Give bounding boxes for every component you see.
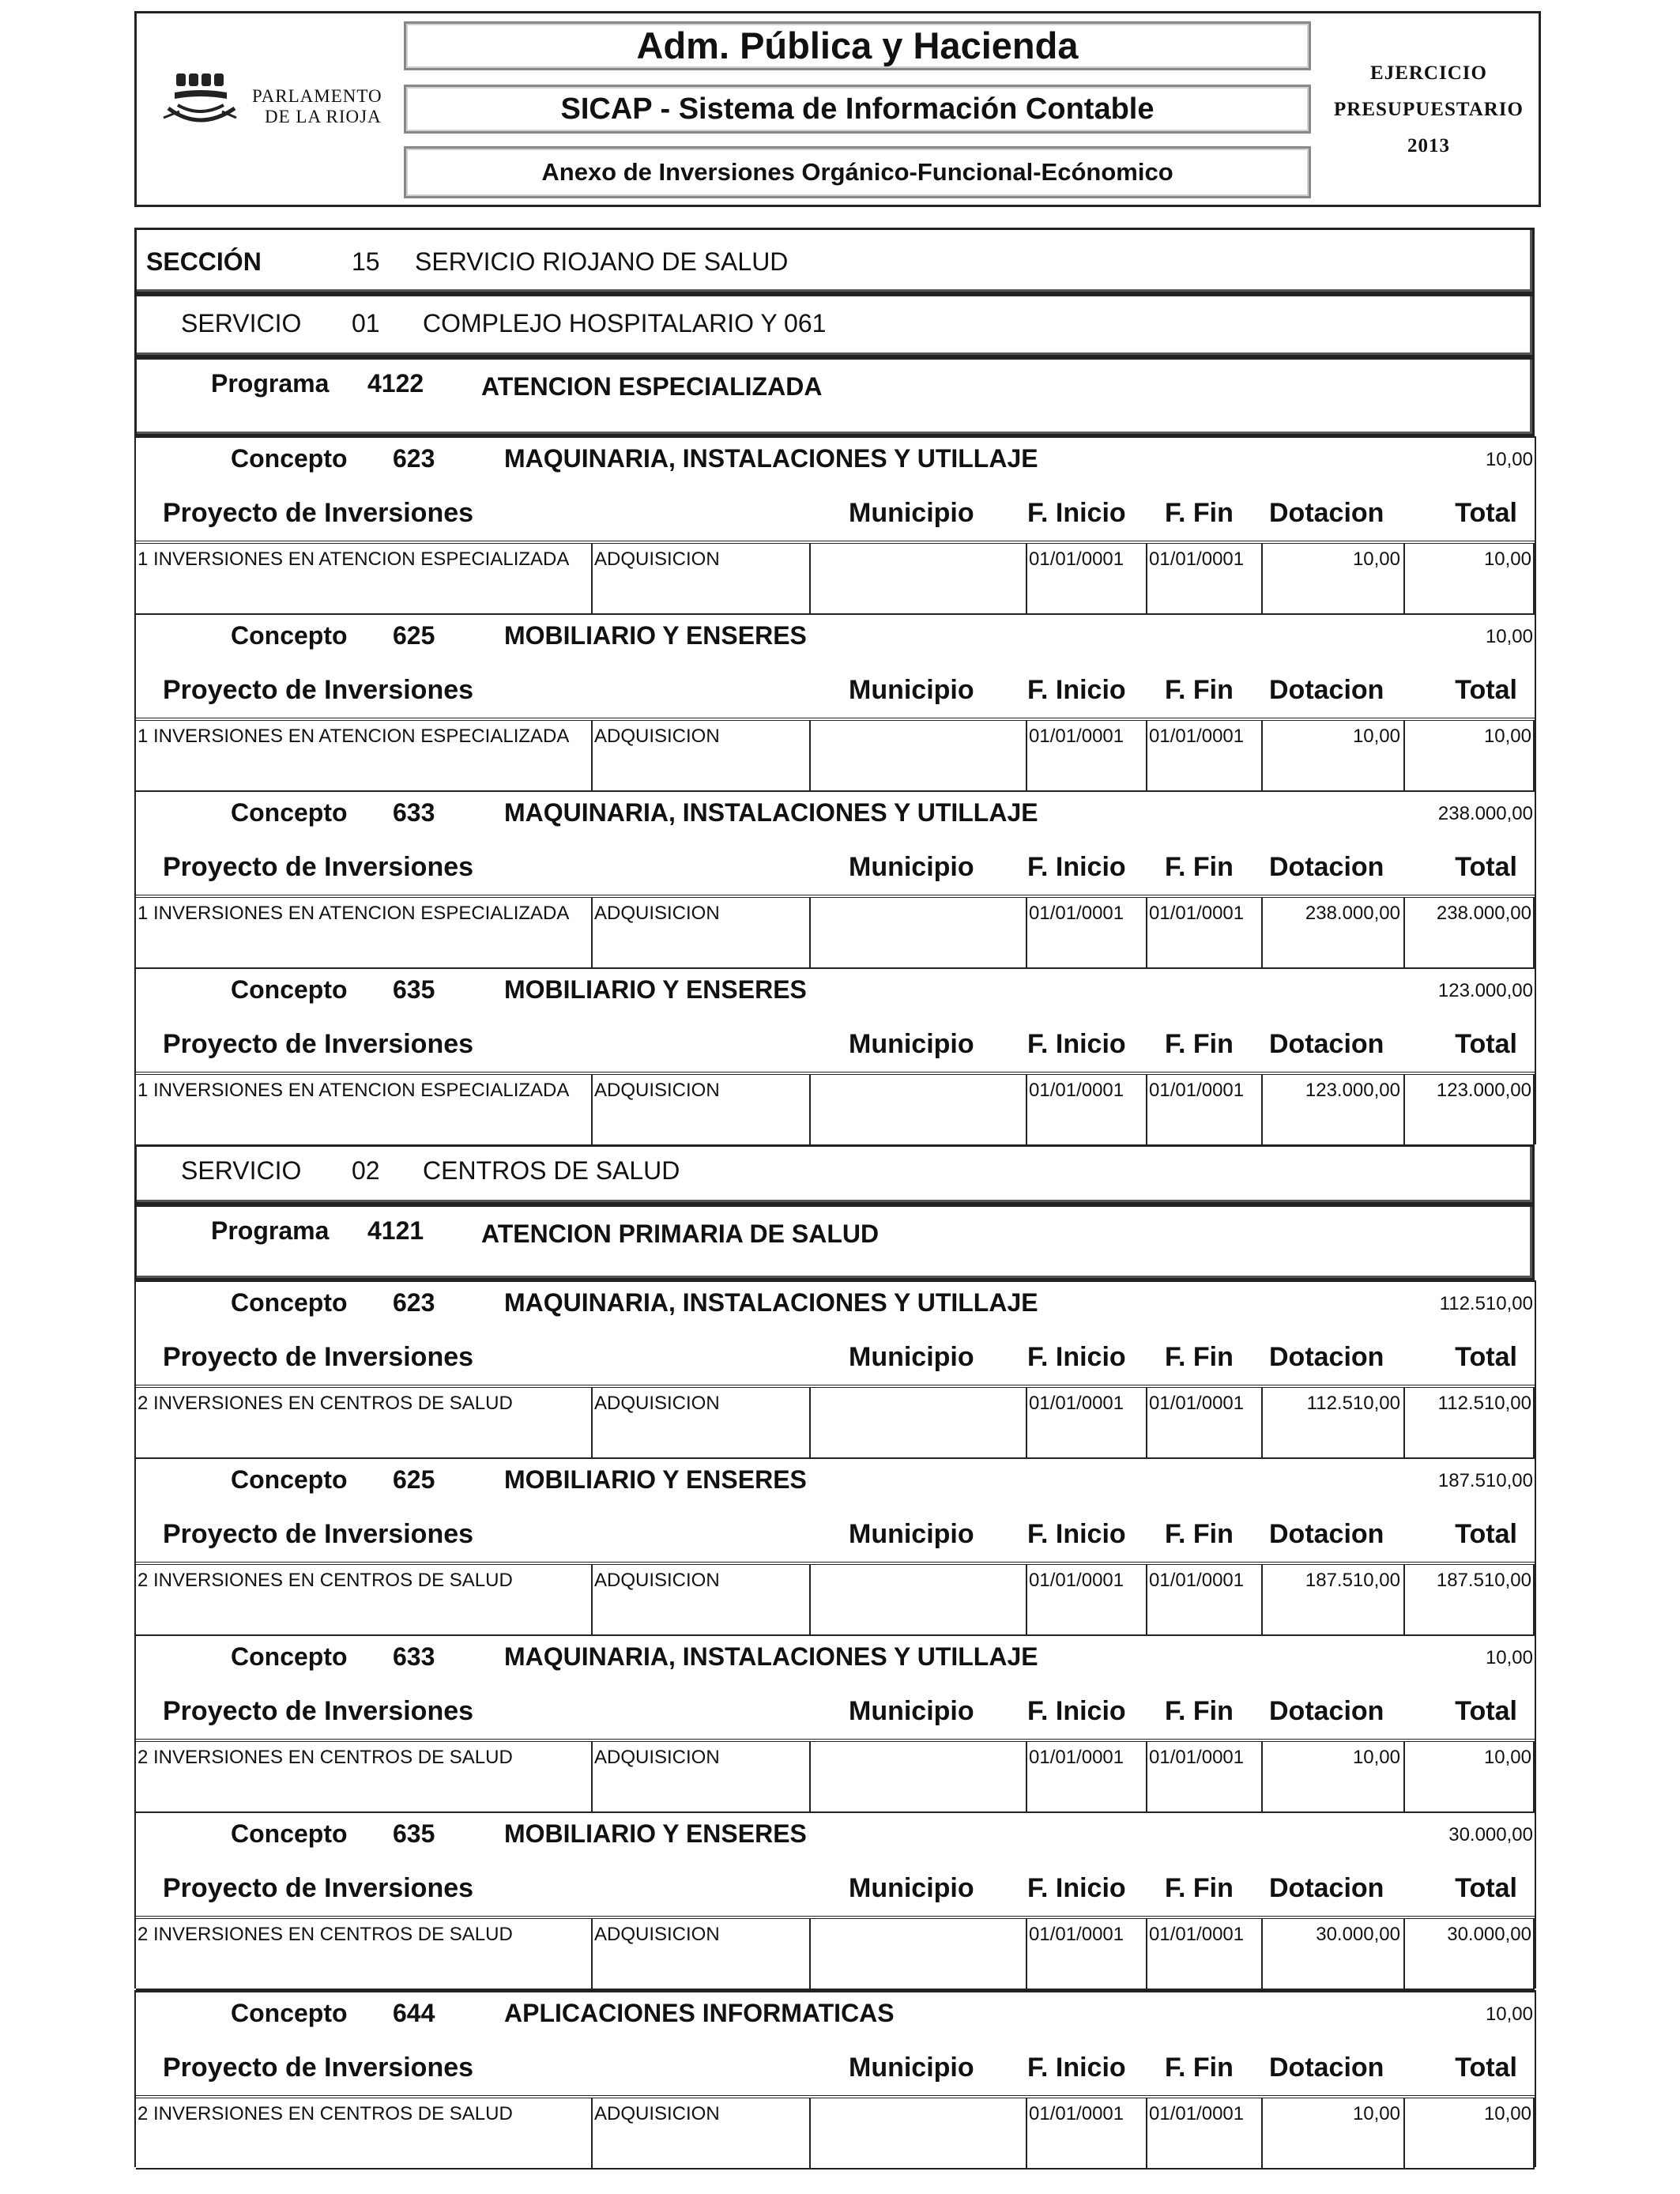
type-cell: ADQUISICION: [591, 1565, 809, 1636]
total-cell: 10,00: [1403, 2098, 1535, 2169]
project-cell: 2 INVERSIONES EN CENTROS DE SALUD: [137, 1924, 513, 1945]
start-date-cell: 01/01/0001: [1026, 1075, 1146, 1146]
table-row: [136, 718, 1535, 792]
program-label: Programa: [211, 369, 330, 398]
service-bar: [134, 1144, 1535, 1204]
fiscal-year: 2013: [1407, 135, 1450, 156]
municipality-cell: [809, 1075, 1026, 1146]
concept-block: [134, 967, 1536, 1144]
concept-header: [136, 969, 1535, 1072]
parliament-logo: [153, 69, 390, 156]
col-header-total: Total: [1455, 498, 1517, 528]
dotacion-cell: 10,00: [1261, 1742, 1403, 1813]
section-name: SERVICIO RIOJANO DE SALUD: [415, 247, 789, 276]
col-header-project: Proyecto de Inversiones: [163, 1873, 474, 1903]
service-code: 02: [352, 1156, 380, 1185]
concept-name: MAQUINARIA, INSTALACIONES Y UTILLAJE: [504, 798, 1038, 827]
concept-block: [134, 1811, 1536, 1989]
concept-name: MAQUINARIA, INSTALACIONES Y UTILLAJE: [504, 1288, 1038, 1317]
start-date-cell: 01/01/0001: [1026, 1742, 1146, 1813]
dotacion-cell: 238.000,00: [1261, 898, 1403, 969]
concept-block: [134, 436, 1536, 613]
start-date-cell: 01/01/0001: [1026, 1388, 1146, 1459]
end-date-cell: 01/01/0001: [1146, 721, 1261, 792]
service-code: 01: [352, 309, 380, 337]
municipality-cell: [809, 1742, 1026, 1813]
col-header-start: F. Inicio: [1027, 852, 1126, 882]
col-header-total: Total: [1455, 1342, 1517, 1372]
section-label: SECCIÓN: [146, 247, 262, 276]
col-header-dotacion: Dotacion: [1269, 1519, 1384, 1549]
col-header-end: F. Fin: [1165, 1342, 1234, 1372]
concept-header: [136, 438, 1535, 541]
col-header-end: F. Fin: [1165, 1873, 1234, 1903]
table-row: [136, 1916, 1535, 1990]
concept-code: 635: [393, 975, 435, 1004]
table-row: [136, 895, 1535, 969]
logo-text-line2: DE LA RIOJA: [265, 107, 382, 126]
project-cell: 2 INVERSIONES EN CENTROS DE SALUD: [137, 1570, 513, 1591]
col-header-dotacion: Dotacion: [1269, 498, 1384, 528]
concept-header: [136, 1992, 1535, 2095]
col-header-project: Proyecto de Inversiones: [163, 498, 474, 528]
type-cell: ADQUISICION: [591, 898, 809, 969]
col-header-start: F. Inicio: [1027, 1696, 1126, 1726]
type-cell: ADQUISICION: [591, 2098, 809, 2169]
col-header-dotacion: Dotacion: [1269, 675, 1384, 705]
concept-name: MOBILIARIO Y ENSERES: [504, 1819, 807, 1848]
program-bar: [134, 357, 1535, 436]
project-cell: 1 INVERSIONES EN ATENCION ESPECIALIZADA: [137, 1080, 570, 1101]
col-header-end: F. Fin: [1165, 675, 1234, 705]
end-date-cell: 01/01/0001: [1146, 898, 1261, 969]
municipality-cell: [809, 1565, 1026, 1636]
col-header-municipality: Municipio: [849, 675, 974, 705]
col-header-municipality: Municipio: [849, 1873, 974, 1903]
col-header-start: F. Inicio: [1027, 1029, 1126, 1059]
col-header-start: F. Inicio: [1027, 1519, 1126, 1549]
total-cell: 187.510,00: [1403, 1565, 1535, 1636]
dotacion-cell: 30.000,00: [1261, 1919, 1403, 1990]
type-cell: ADQUISICION: [591, 544, 809, 615]
municipality-cell: [809, 1919, 1026, 1990]
project-cell: 2 INVERSIONES EN CENTROS DE SALUD: [137, 2103, 513, 2124]
total-cell: 238.000,00: [1403, 898, 1535, 969]
program-code: 4121: [367, 1216, 424, 1245]
municipality-cell: [809, 544, 1026, 615]
concept-block: [134, 613, 1536, 790]
municipality-cell: [809, 898, 1026, 969]
report-annex-title: Anexo de Inversiones Orgánico-Funcional-Ecónomico: [404, 146, 1311, 198]
dotacion-cell: 187.510,00: [1261, 1565, 1403, 1636]
col-header-dotacion: Dotacion: [1269, 1696, 1384, 1726]
col-header-project: Proyecto de Inversiones: [163, 1342, 474, 1372]
concept-code: 635: [393, 1819, 435, 1848]
col-header-dotacion: Dotacion: [1269, 1029, 1384, 1059]
col-header-end: F. Fin: [1165, 1519, 1234, 1549]
col-header-municipality: Municipio: [849, 852, 974, 882]
total-cell: 10,00: [1403, 1742, 1535, 1813]
service-bar: [134, 294, 1535, 357]
concept-code: 625: [393, 621, 435, 650]
col-header-municipality: Municipio: [849, 1029, 974, 1059]
col-header-total: Total: [1455, 1029, 1517, 1059]
concept-total: 123.000,00: [1437, 980, 1533, 1001]
col-header-dotacion: Dotacion: [1269, 2053, 1384, 2083]
col-header-start: F. Inicio: [1027, 1873, 1126, 1903]
start-date-cell: 01/01/0001: [1026, 898, 1146, 969]
concept-label: Concepto: [231, 975, 348, 1004]
program-code: 4122: [367, 369, 424, 398]
report-subtitle: SICAP - Sistema de Información Contable: [404, 85, 1311, 134]
end-date-cell: 01/01/0001: [1146, 1565, 1261, 1636]
col-header-total: Total: [1455, 1696, 1517, 1726]
concept-header: [136, 615, 1535, 718]
concept-header: [136, 1282, 1535, 1385]
concept-header: [136, 1813, 1535, 1916]
col-header-total: Total: [1455, 852, 1517, 882]
col-header-dotacion: Dotacion: [1269, 1873, 1384, 1903]
start-date-cell: 01/01/0001: [1026, 1919, 1146, 1990]
table-row: [136, 1562, 1535, 1636]
concept-name: APLICACIONES INFORMATICAS: [504, 1999, 895, 2027]
parliament-emblem-icon: [160, 69, 247, 145]
concept-name: MOBILIARIO Y ENSERES: [504, 621, 807, 650]
concept-name: MAQUINARIA, INSTALACIONES Y UTILLAJE: [504, 1642, 1038, 1671]
total-cell: 112.510,00: [1403, 1388, 1535, 1459]
project-cell: 2 INVERSIONES EN CENTROS DE SALUD: [137, 1393, 513, 1414]
dotacion-cell: 10,00: [1261, 721, 1403, 792]
dotacion-cell: 123.000,00: [1261, 1075, 1403, 1146]
col-header-end: F. Fin: [1165, 498, 1234, 528]
end-date-cell: 01/01/0001: [1146, 1742, 1261, 1813]
project-cell: 1 INVERSIONES EN ATENCION ESPECIALIZADA: [137, 903, 570, 924]
concept-header: [136, 1636, 1535, 1739]
program-name: ATENCION ESPECIALIZADA: [481, 372, 823, 401]
concept-total: 238.000,00: [1437, 803, 1533, 824]
col-header-end: F. Fin: [1165, 852, 1234, 882]
concept-block: [134, 790, 1536, 967]
col-header-project: Proyecto de Inversiones: [163, 852, 474, 882]
concept-total: 10,00: [1485, 2004, 1533, 2025]
col-header-total: Total: [1455, 1519, 1517, 1549]
concept-total: 10,00: [1485, 1647, 1533, 1668]
concept-block: [134, 1990, 1536, 2167]
dotacion-cell: 112.510,00: [1261, 1388, 1403, 1459]
col-header-project: Proyecto de Inversiones: [163, 1029, 474, 1059]
start-date-cell: 01/01/0001: [1026, 1565, 1146, 1636]
type-cell: ADQUISICION: [591, 1075, 809, 1146]
concept-total: 30.000,00: [1448, 1824, 1533, 1845]
end-date-cell: 01/01/0001: [1146, 2098, 1261, 2169]
col-header-end: F. Fin: [1165, 1696, 1234, 1726]
concept-total: 112.510,00: [1439, 1293, 1533, 1314]
section-bar: [134, 228, 1535, 294]
municipality-cell: [809, 1388, 1026, 1459]
table-row: [136, 1739, 1535, 1813]
end-date-cell: 01/01/0001: [1146, 1075, 1261, 1146]
concept-label: Concepto: [231, 798, 348, 827]
service-label: SERVICIO: [181, 309, 302, 337]
end-date-cell: 01/01/0001: [1146, 1919, 1261, 1990]
budget-label: PRESUPUESTARIO: [1334, 99, 1524, 120]
col-header-total: Total: [1455, 675, 1517, 705]
concept-code: 625: [393, 1465, 435, 1494]
service-name: CENTROS DE SALUD: [423, 1156, 680, 1185]
col-header-dotacion: Dotacion: [1269, 852, 1384, 882]
program-bar: [134, 1204, 1535, 1280]
total-cell: 10,00: [1403, 544, 1535, 615]
col-header-project: Proyecto de Inversiones: [163, 1519, 474, 1549]
concept-label: Concepto: [231, 621, 348, 650]
municipality-cell: [809, 721, 1026, 792]
col-header-start: F. Inicio: [1027, 498, 1126, 528]
total-cell: 30.000,00: [1403, 1919, 1535, 1990]
program-name: ATENCION PRIMARIA DE SALUD: [481, 1220, 880, 1248]
concept-block: [134, 1457, 1536, 1634]
col-header-municipality: Municipio: [849, 2053, 974, 2083]
concept-total: 10,00: [1485, 626, 1533, 647]
report-title: Adm. Pública y Hacienda: [404, 21, 1311, 70]
col-header-start: F. Inicio: [1027, 675, 1126, 705]
service-label: SERVICIO: [181, 1156, 302, 1185]
exercise-label: EJERCICIO: [1370, 62, 1487, 84]
col-header-total: Total: [1455, 2053, 1517, 2083]
project-cell: 1 INVERSIONES EN ATENCION ESPECIALIZADA: [137, 548, 570, 570]
concept-total: 10,00: [1485, 449, 1533, 470]
col-header-municipality: Municipio: [849, 498, 974, 528]
col-header-dotacion: Dotacion: [1269, 1342, 1384, 1372]
project-cell: 2 INVERSIONES EN CENTROS DE SALUD: [137, 1747, 513, 1768]
concept-name: MAQUINARIA, INSTALACIONES Y UTILLAJE: [504, 444, 1038, 473]
concept-label: Concepto: [231, 1288, 348, 1317]
concept-label: Concepto: [231, 1999, 348, 2027]
concept-code: 623: [393, 1288, 435, 1317]
concept-label: Concepto: [231, 1819, 348, 1848]
col-header-end: F. Fin: [1165, 1029, 1234, 1059]
start-date-cell: 01/01/0001: [1026, 544, 1146, 615]
col-header-total: Total: [1455, 1873, 1517, 1903]
report-header: [134, 11, 1541, 207]
table-row: [136, 1072, 1535, 1146]
concept-label: Concepto: [231, 1465, 348, 1494]
concept-label: Concepto: [231, 444, 348, 473]
col-header-project: Proyecto de Inversiones: [163, 1696, 474, 1726]
concept-code: 623: [393, 444, 435, 473]
col-header-start: F. Inicio: [1027, 2053, 1126, 2083]
start-date-cell: 01/01/0001: [1026, 721, 1146, 792]
concept-total: 187.510,00: [1437, 1470, 1533, 1491]
concept-name: MOBILIARIO Y ENSERES: [504, 1465, 807, 1494]
total-cell: 123.000,00: [1403, 1075, 1535, 1146]
table-row: [136, 541, 1535, 615]
dotacion-cell: 10,00: [1261, 2098, 1403, 2169]
col-header-end: F. Fin: [1165, 2053, 1234, 2083]
table-row: [136, 2095, 1535, 2169]
table-row: [136, 1385, 1535, 1459]
col-header-municipality: Municipio: [849, 1696, 974, 1726]
type-cell: ADQUISICION: [591, 1388, 809, 1459]
concept-header: [136, 792, 1535, 895]
concept-code: 633: [393, 798, 435, 827]
logo-text-line1: PARLAMENTO: [252, 86, 382, 106]
project-cell: 1 INVERSIONES EN ATENCION ESPECIALIZADA: [137, 726, 570, 747]
type-cell: ADQUISICION: [591, 721, 809, 792]
concept-header: [136, 1459, 1535, 1562]
start-date-cell: 01/01/0001: [1026, 2098, 1146, 2169]
total-cell: 10,00: [1403, 721, 1535, 792]
concept-code: 633: [393, 1642, 435, 1671]
concept-code: 644: [393, 1999, 435, 2027]
end-date-cell: 01/01/0001: [1146, 544, 1261, 615]
concept-label: Concepto: [231, 1642, 348, 1671]
service-name: COMPLEJO HOSPITALARIO Y 061: [423, 309, 827, 337]
dotacion-cell: 10,00: [1261, 544, 1403, 615]
type-cell: ADQUISICION: [591, 1919, 809, 1990]
program-label: Programa: [211, 1216, 330, 1245]
type-cell: ADQUISICION: [591, 1742, 809, 1813]
section-code: 15: [352, 247, 380, 276]
col-header-project: Proyecto de Inversiones: [163, 675, 474, 705]
end-date-cell: 01/01/0001: [1146, 1388, 1261, 1459]
concept-name: MOBILIARIO Y ENSERES: [504, 975, 807, 1004]
col-header-start: F. Inicio: [1027, 1342, 1126, 1372]
concept-block: [134, 1280, 1536, 1457]
col-header-municipality: Municipio: [849, 1519, 974, 1549]
col-header-municipality: Municipio: [849, 1342, 974, 1372]
municipality-cell: [809, 2098, 1026, 2169]
concept-block: [134, 1634, 1536, 1811]
col-header-project: Proyecto de Inversiones: [163, 2053, 474, 2083]
